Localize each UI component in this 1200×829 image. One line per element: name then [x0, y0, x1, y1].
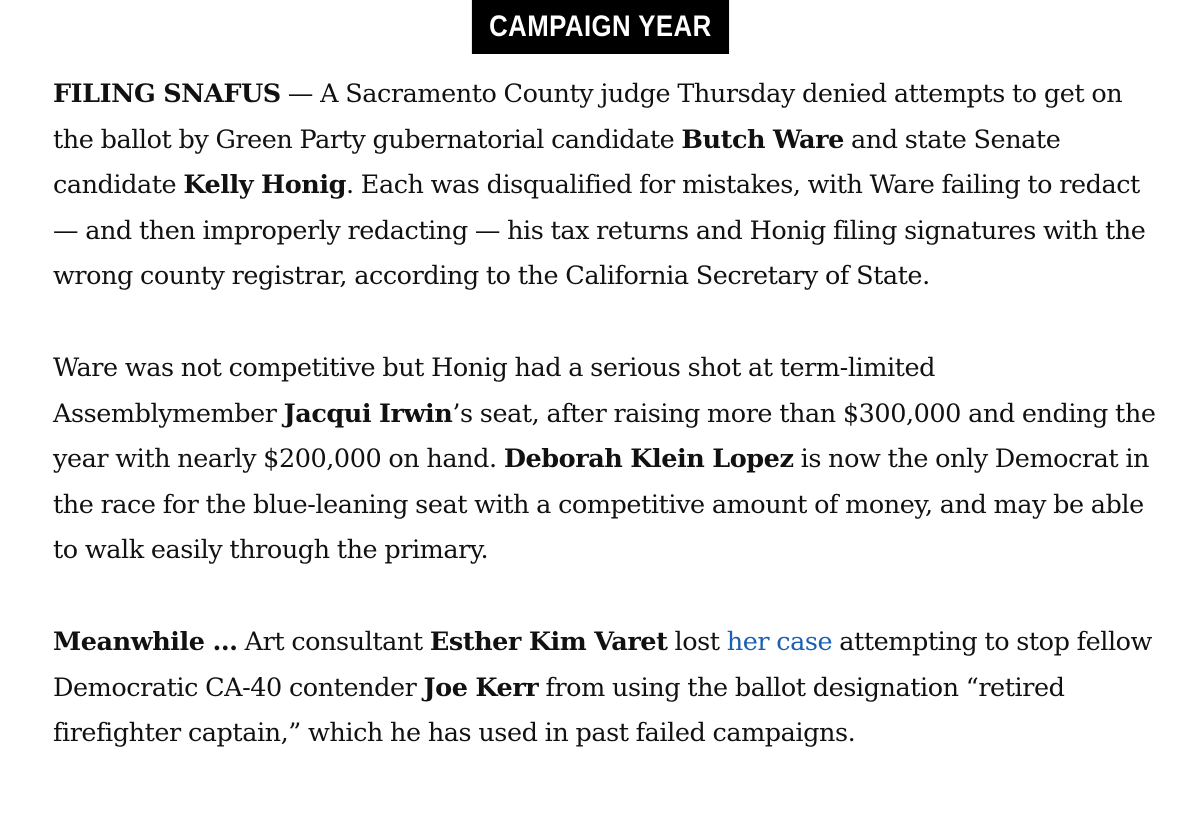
- text-segment: attempting to stop fellow Democratic CA-40 contender: [53, 626, 1152, 703]
- lead-filing-snafus: FILING SNAFUS: [53, 79, 281, 109]
- text-segment: is now the only Democrat in the race for the blue-leaning seat with a competitive amount of money, and may be able to walk easily through the primary.: [53, 444, 1150, 566]
- text-segment: ’s seat, after raising more than $300,000 and ending the year with nearly $200,000 on hand.: [53, 398, 1156, 475]
- name-jacqui-irwin: Jacqui Irwin: [283, 398, 453, 429]
- paragraph-meanwhile: [53, 620, 1163, 757]
- paragraph-honig-seat: [53, 346, 1163, 574]
- text-segment: and state Senate candidate: [53, 124, 1061, 201]
- header: [0, 0, 1200, 54]
- name-joe-kerr: Joe Kerr: [423, 672, 539, 703]
- text-segment: . Each was disqualified for mistakes, with Ware failing to redact — and then improperly redacting — his tax returns and Honig filing signatures with the wrong county registrar, according to the California Secretary of State.: [53, 170, 1146, 292]
- text-segment: lost: [667, 626, 727, 657]
- name-esther-kim-varet: Esther Kim Varet: [429, 626, 668, 657]
- paragraph-filing-snafus: [53, 72, 1163, 300]
- section-label: CAMPAIGN YEAR: [472, 0, 729, 54]
- article-body: [53, 72, 1163, 757]
- her-case-link[interactable]: her case: [726, 626, 833, 657]
- text-segment: Art consultant: [237, 626, 430, 657]
- text-segment: — A Sacramento County judge Thursday denied attempts to get on the ballot by Green Party gubernatorial candidate: [53, 79, 1123, 155]
- text-segment: Ware was not competitive but Honig had a serious shot at term-limited Assemblymember: [53, 352, 935, 429]
- name-kelly-honig: Kelly Honig: [183, 170, 346, 201]
- text-segment: from using the ballot designation “retired firefighter captain,” which he has used in past failed campaigns.: [53, 672, 1065, 749]
- name-deborah-klein-lopez: Deborah Klein Lopez: [503, 444, 794, 475]
- name-butch-ware: Butch Ware: [681, 124, 844, 155]
- lead-meanwhile: Meanwhile …: [53, 626, 238, 657]
